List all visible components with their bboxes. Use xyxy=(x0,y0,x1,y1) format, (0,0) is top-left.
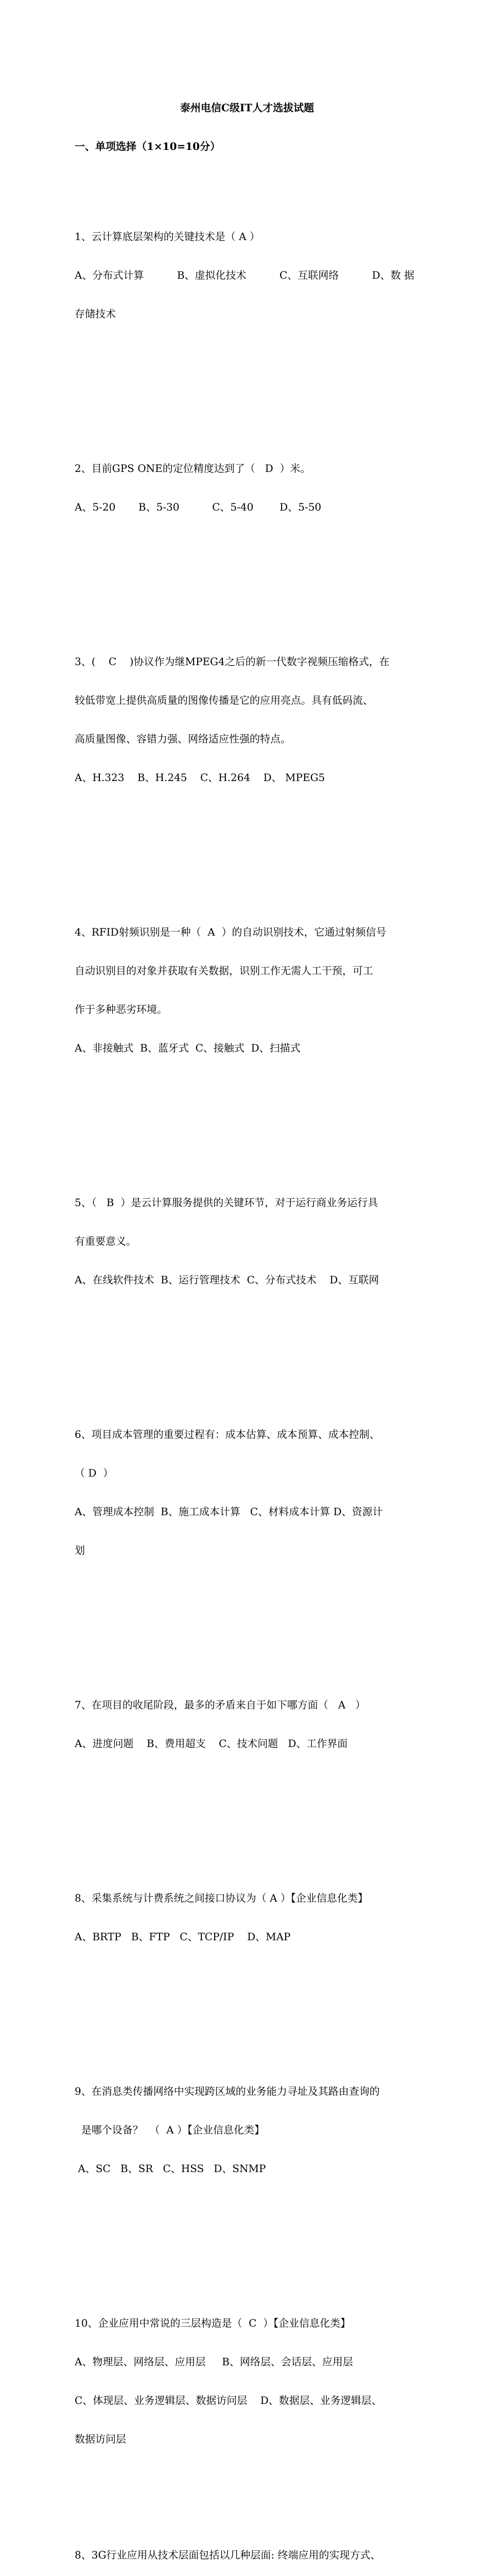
options-line: 存储技术 xyxy=(75,308,116,320)
question-text-line: 高质量图像、容错力强、网络适应性强的特点。 xyxy=(75,733,291,745)
question-text-line: 6、项目成本管理的重要过程有：成本估算、成本预算、成本控制、 xyxy=(75,1428,380,1440)
spacer xyxy=(75,1338,420,1351)
options-line: A、BRTP B、FTP C、TCP/IP D、MAP xyxy=(75,1930,291,1943)
options-line: 划 xyxy=(75,1544,85,1556)
spacer xyxy=(75,372,420,385)
question-1 xyxy=(75,205,420,346)
spacer xyxy=(75,1995,420,2008)
question-2 xyxy=(75,436,420,539)
question-7 xyxy=(75,1673,420,1776)
options-line: A、H.323 B、H.245 C、H.264 D、 MPEG5 xyxy=(75,771,325,784)
question-text-line: 10、企业应用中常说的三层构造是（ C ）【企业信息化类】 xyxy=(75,2317,351,2329)
option-c: C、互联网络 xyxy=(279,269,339,281)
spacer xyxy=(75,2497,420,2510)
spacer xyxy=(75,1802,420,1815)
options-line: A、物理层、网络层、应用层 B、网络层、会话层、应用层 xyxy=(75,2355,353,2368)
question-text-line: 有重要意义。 xyxy=(75,1235,136,1247)
spacer xyxy=(75,1106,420,1119)
spacer xyxy=(75,1608,420,1621)
section-heading: 一、单项选择（1×10=10分） xyxy=(75,140,221,152)
question-text-line: 5、（ B ）是云计算服务提供的关键环节，对于运行商业务运行具 xyxy=(75,1196,378,1209)
spacer xyxy=(75,2227,420,2240)
question-3 xyxy=(75,630,420,810)
question-text-line: （ D ） xyxy=(75,1467,114,1479)
options-line: A、进度问题 B、费用超支 C、技术问题 D、工作界面 xyxy=(75,1737,348,1750)
spacer xyxy=(75,565,420,578)
question-6 xyxy=(75,1402,420,1583)
question-10 xyxy=(75,2291,420,2471)
question-5 xyxy=(75,1171,420,1312)
question-9 xyxy=(75,2059,420,2201)
question-text-line: 2、目前GPS ONE的定位精度达到了（ D ）米。 xyxy=(75,462,311,474)
option-a: A、分布式计算 xyxy=(75,269,144,281)
question-text-line: 3、( C )协议作为继MPEG4之后的新一代数字视频压缩格式，在 xyxy=(75,655,390,668)
question-text-line: 自动识别目的对象并获取有关数据，识别工作无需人工干预，可工 xyxy=(75,964,373,977)
question-text-line: 作于多种恶劣环境。 xyxy=(75,1003,167,1015)
question-text-line: 9、在消息类传播网络中实现跨区域的业务能力寻址及其路由查询的 xyxy=(75,2085,380,2097)
option-b: B、虚拟化技术 xyxy=(177,269,247,281)
options-row xyxy=(75,269,414,282)
question-text-line: 较低带宽上提供高质量的图像传播是它的应用亮点。具有低码流、 xyxy=(75,694,373,706)
document-content xyxy=(75,63,420,2576)
question-text-line: 8、采集系统与计费系统之间接口协议为（ A ）【企业信息化类】 xyxy=(75,1892,368,1904)
options-line: 数据访问层 xyxy=(75,2433,126,2445)
question-8 xyxy=(75,1866,420,1969)
question-text-line: 是哪个设备？ （ A ）【企业信息化类】 xyxy=(75,2124,265,2136)
options-line: A、管理成本控制 B、施工成本计算 C、材料成本计算 D、资源计 xyxy=(75,1505,383,1518)
options-line: A、SC B、SR C、HSS D、SNMP xyxy=(75,2162,266,2175)
tail-question-line: 8、3G行业应用从技术层面包括以几种层面: 终端应用的实现方式、 xyxy=(75,2549,381,2561)
question-text-line: 1、云计算底层架构的关键技术是（ A ） xyxy=(75,230,260,243)
document-title: 泰州电信C级IT人才选拔试题 xyxy=(180,101,315,114)
options-line: A、在线软件技术 B、运行管理技术 C、分布式技术 D、互联网 xyxy=(75,1274,379,1286)
options-line: A、5-20 B、5-30 C、5-40 D、5-50 xyxy=(75,501,322,513)
question-4 xyxy=(75,900,420,1080)
option-d: D、数 据 xyxy=(372,269,414,281)
options-line: C、体现层、业务逻辑层、数据访问层 D、数据层、业务逻辑层、 xyxy=(75,2394,382,2406)
question-text-line: 4、RFID射频识别是一种（ A ）的自动识别技术，它通过射频信号 xyxy=(75,926,387,938)
options-line: A、非接触式 B、蓝牙式 C、接触式 D、扫描式 xyxy=(75,1042,301,1054)
spacer xyxy=(75,836,420,849)
question-text-line: 7、在项目的收尾阶段，最多的矛盾来自于如下哪方面（ A ） xyxy=(75,1699,366,1711)
